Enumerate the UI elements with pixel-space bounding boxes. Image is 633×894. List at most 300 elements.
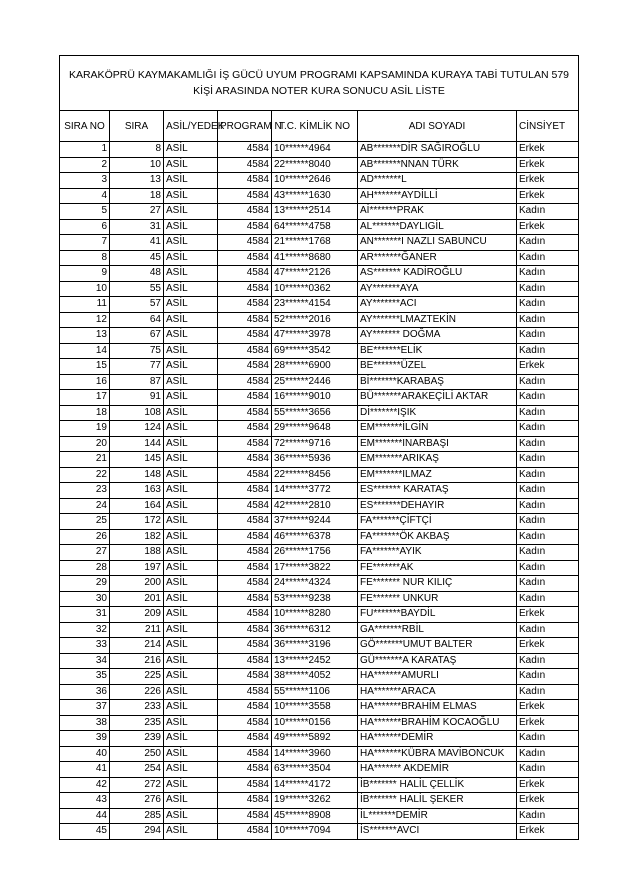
cell-program: 4584 <box>218 374 272 390</box>
table-row <box>60 281 579 297</box>
cell-asil-yedek: ASİL <box>164 653 218 669</box>
cell-adi-soyadi: EM*******INARBAŞI <box>358 436 517 452</box>
header-row <box>60 111 579 142</box>
cell-cinsiyet: Kadın <box>517 545 579 561</box>
cell-tc-kimlik: 10******0156 <box>272 715 358 731</box>
cell-asil-yedek: ASİL <box>164 607 218 623</box>
cell-sira: 239 <box>110 731 164 747</box>
cell-cinsiyet: Erkek <box>517 188 579 204</box>
cell-sira: 216 <box>110 653 164 669</box>
cell-adi-soyadi: HA*******KÜBRA MAVİBONCUK <box>358 746 517 762</box>
cell-sira: 172 <box>110 514 164 530</box>
cell-program: 4584 <box>218 731 272 747</box>
cell-sira: 163 <box>110 483 164 499</box>
cell-cinsiyet: Kadın <box>517 653 579 669</box>
cell-tc-kimlik: 52******2016 <box>272 312 358 328</box>
cell-adi-soyadi: AY*******LMAZTEKİN <box>358 312 517 328</box>
cell-sira: 45 <box>110 250 164 266</box>
table-row <box>60 390 579 406</box>
cell-program: 4584 <box>218 405 272 421</box>
cell-tc-kimlik: 13******2514 <box>272 204 358 220</box>
cell-tc-kimlik: 22******8040 <box>272 157 358 173</box>
cell-adi-soyadi: İL*******DEMİR <box>358 808 517 824</box>
cell-adi-soyadi: FA*******ÇİFTÇİ <box>358 514 517 530</box>
cell-cinsiyet: Kadın <box>517 390 579 406</box>
cell-tc-kimlik: 26******1756 <box>272 545 358 561</box>
cell-adi-soyadi: FE******* UNKUR <box>358 591 517 607</box>
cell-program: 4584 <box>218 591 272 607</box>
table-row <box>60 700 579 716</box>
table-row <box>60 731 579 747</box>
cell-adi-soyadi: HA*******ARACA <box>358 684 517 700</box>
cell-cinsiyet: Erkek <box>517 607 579 623</box>
cell-asil-yedek: ASİL <box>164 436 218 452</box>
cell-asil-yedek: ASİL <box>164 235 218 251</box>
cell-asil-yedek: ASİL <box>164 219 218 235</box>
cell-sira: 226 <box>110 684 164 700</box>
cell-tc-kimlik: 22******8456 <box>272 467 358 483</box>
cell-asil-yedek: ASİL <box>164 452 218 468</box>
cell-sira: 214 <box>110 638 164 654</box>
cell-adi-soyadi: İS*******AVCI <box>358 824 517 840</box>
table-row <box>60 793 579 809</box>
cell-tc-kimlik: 10******4964 <box>272 142 358 158</box>
cell-tc-kimlik: 21******1768 <box>272 235 358 251</box>
cell-sira: 250 <box>110 746 164 762</box>
table-row <box>60 436 579 452</box>
cell-adi-soyadi: Dİ*******IŞIK <box>358 405 517 421</box>
table-row <box>60 173 579 189</box>
cell-sira-no: 43 <box>60 793 110 809</box>
cell-tc-kimlik: 72******9716 <box>272 436 358 452</box>
cell-sira: 201 <box>110 591 164 607</box>
cell-cinsiyet: Erkek <box>517 824 579 840</box>
table-row <box>60 560 579 576</box>
table-row <box>60 514 579 530</box>
cell-cinsiyet: Kadın <box>517 343 579 359</box>
cell-cinsiyet: Kadın <box>517 374 579 390</box>
document-title: KARAKÖPRÜ KAYMAKAMLIĞI İŞ GÜCÜ UYUM PROGRAMI KAPSAMINDA KURAYA TABİ TUTULAN 579 KİŞİ ARASINDA NOTER KURA SONUCU ASİL LİSTE <box>60 56 579 111</box>
cell-sira-no: 35 <box>60 669 110 685</box>
cell-program: 4584 <box>218 250 272 266</box>
cell-cinsiyet: Kadın <box>517 808 579 824</box>
cell-cinsiyet: Erkek <box>517 793 579 809</box>
cell-program: 4584 <box>218 173 272 189</box>
table-row <box>60 607 579 623</box>
cell-sira: 235 <box>110 715 164 731</box>
cell-program: 4584 <box>218 266 272 282</box>
cell-sira-no: 17 <box>60 390 110 406</box>
cell-adi-soyadi: ES*******DEHAYIR <box>358 498 517 514</box>
cell-asil-yedek: ASİL <box>164 622 218 638</box>
cell-adi-soyadi: GA*******RBİL <box>358 622 517 638</box>
cell-asil-yedek: ASİL <box>164 405 218 421</box>
cell-sira-no: 10 <box>60 281 110 297</box>
cell-adi-soyadi: AL*******DAYLIGİL <box>358 219 517 235</box>
cell-cinsiyet: Kadın <box>517 328 579 344</box>
cell-program: 4584 <box>218 281 272 297</box>
cell-sira-no: 9 <box>60 266 110 282</box>
cell-program: 4584 <box>218 560 272 576</box>
cell-sira-no: 5 <box>60 204 110 220</box>
cell-sira-no: 20 <box>60 436 110 452</box>
cell-asil-yedek: ASİL <box>164 328 218 344</box>
cell-adi-soyadi: BÜ*******ARAKEÇİLİ AKTAR <box>358 390 517 406</box>
cell-cinsiyet: Kadın <box>517 281 579 297</box>
cell-adi-soyadi: AD*******L <box>358 173 517 189</box>
cell-cinsiyet: Kadın <box>517 684 579 700</box>
cell-sira-no: 19 <box>60 421 110 437</box>
cell-sira-no: 30 <box>60 591 110 607</box>
cell-adi-soyadi: HA******* AKDEMİR <box>358 762 517 778</box>
cell-asil-yedek: ASİL <box>164 142 218 158</box>
table-row <box>60 684 579 700</box>
cell-sira-no: 15 <box>60 359 110 375</box>
cell-adi-soyadi: AB*******NNAN TÜRK <box>358 157 517 173</box>
cell-program: 4584 <box>218 219 272 235</box>
table-row <box>60 266 579 282</box>
cell-tc-kimlik: 69******3542 <box>272 343 358 359</box>
cell-adi-soyadi: HA*******DEMİR <box>358 731 517 747</box>
cell-adi-soyadi: HA*******BRAHİM KOCAOĞLU <box>358 715 517 731</box>
cell-sira: 75 <box>110 343 164 359</box>
cell-tc-kimlik: 17******3822 <box>272 560 358 576</box>
table-row <box>60 204 579 220</box>
cell-program: 4584 <box>218 746 272 762</box>
cell-sira: 188 <box>110 545 164 561</box>
cell-sira: 108 <box>110 405 164 421</box>
table-row <box>60 653 579 669</box>
cell-sira: 164 <box>110 498 164 514</box>
table-row <box>60 467 579 483</box>
cell-cinsiyet: Kadın <box>517 591 579 607</box>
cell-adi-soyadi: ES******* KARATAŞ <box>358 483 517 499</box>
cell-tc-kimlik: 10******2646 <box>272 173 358 189</box>
cell-cinsiyet: Erkek <box>517 638 579 654</box>
cell-program: 4584 <box>218 421 272 437</box>
cell-asil-yedek: ASİL <box>164 638 218 654</box>
results-table <box>59 55 579 840</box>
cell-program: 4584 <box>218 514 272 530</box>
cell-program: 4584 <box>218 235 272 251</box>
table-row <box>60 405 579 421</box>
table-row <box>60 188 579 204</box>
cell-sira: 254 <box>110 762 164 778</box>
cell-tc-kimlik: 64******4758 <box>272 219 358 235</box>
cell-tc-kimlik: 37******9244 <box>272 514 358 530</box>
table-row <box>60 715 579 731</box>
cell-asil-yedek: ASİL <box>164 421 218 437</box>
cell-asil-yedek: ASİL <box>164 173 218 189</box>
cell-cinsiyet: Kadın <box>517 483 579 499</box>
cell-tc-kimlik: 47******2126 <box>272 266 358 282</box>
cell-adi-soyadi: AS******* KADİROĞLU <box>358 266 517 282</box>
table-row <box>60 374 579 390</box>
table-row <box>60 746 579 762</box>
cell-adi-soyadi: HA*******BRAHİM ELMAS <box>358 700 517 716</box>
table-row <box>60 545 579 561</box>
cell-sira-no: 16 <box>60 374 110 390</box>
cell-cinsiyet: Kadın <box>517 436 579 452</box>
cell-tc-kimlik: 49******5892 <box>272 731 358 747</box>
cell-tc-kimlik: 55******3656 <box>272 405 358 421</box>
cell-tc-kimlik: 63******3504 <box>272 762 358 778</box>
cell-adi-soyadi: HA*******AMURLI <box>358 669 517 685</box>
cell-sira: 10 <box>110 157 164 173</box>
cell-tc-kimlik: 38******4052 <box>272 669 358 685</box>
cell-tc-kimlik: 19******3262 <box>272 793 358 809</box>
cell-program: 4584 <box>218 808 272 824</box>
cell-tc-kimlik: 16******9010 <box>272 390 358 406</box>
cell-sira-no: 25 <box>60 514 110 530</box>
cell-program: 4584 <box>218 142 272 158</box>
cell-program: 4584 <box>218 436 272 452</box>
header-sira-no: SIRA NO <box>60 111 110 142</box>
cell-asil-yedek: ASİL <box>164 560 218 576</box>
cell-cinsiyet: Erkek <box>517 142 579 158</box>
cell-cinsiyet: Kadın <box>517 514 579 530</box>
cell-asil-yedek: ASİL <box>164 762 218 778</box>
cell-cinsiyet: Kadın <box>517 235 579 251</box>
cell-sira-no: 29 <box>60 576 110 592</box>
cell-adi-soyadi: FU*******BAYDİL <box>358 607 517 623</box>
cell-sira-no: 14 <box>60 343 110 359</box>
cell-tc-kimlik: 36******3196 <box>272 638 358 654</box>
cell-sira-no: 34 <box>60 653 110 669</box>
cell-sira: 57 <box>110 297 164 313</box>
cell-program: 4584 <box>218 793 272 809</box>
cell-sira: 77 <box>110 359 164 375</box>
cell-sira-no: 38 <box>60 715 110 731</box>
cell-sira-no: 45 <box>60 824 110 840</box>
cell-sira-no: 36 <box>60 684 110 700</box>
table-row <box>60 359 579 375</box>
cell-asil-yedek: ASİL <box>164 467 218 483</box>
cell-sira-no: 11 <box>60 297 110 313</box>
cell-sira-no: 22 <box>60 467 110 483</box>
cell-program: 4584 <box>218 622 272 638</box>
cell-sira: 8 <box>110 142 164 158</box>
cell-sira-no: 33 <box>60 638 110 654</box>
cell-tc-kimlik: 43******1630 <box>272 188 358 204</box>
table-row <box>60 421 579 437</box>
table-row <box>60 591 579 607</box>
cell-adi-soyadi: AB*******DİR SAĞIROĞLU <box>358 142 517 158</box>
table-row <box>60 157 579 173</box>
cell-program: 4584 <box>218 359 272 375</box>
cell-program: 4584 <box>218 669 272 685</box>
cell-adi-soyadi: EM*******İLGİN <box>358 421 517 437</box>
table-row <box>60 452 579 468</box>
cell-sira-no: 39 <box>60 731 110 747</box>
cell-sira: 276 <box>110 793 164 809</box>
cell-asil-yedek: ASİL <box>164 684 218 700</box>
cell-adi-soyadi: BE*******ÜZEL <box>358 359 517 375</box>
cell-cinsiyet: Kadın <box>517 250 579 266</box>
table-row <box>60 250 579 266</box>
cell-adi-soyadi: AR*******ĞANER <box>358 250 517 266</box>
cell-sira: 294 <box>110 824 164 840</box>
cell-adi-soyadi: İB******* HALİL ŞEKER <box>358 793 517 809</box>
cell-program: 4584 <box>218 498 272 514</box>
header-cinsiyet: CİNSİYET <box>517 111 579 142</box>
cell-program: 4584 <box>218 715 272 731</box>
cell-adi-soyadi: GÜ*******A KARATAŞ <box>358 653 517 669</box>
cell-sira: 48 <box>110 266 164 282</box>
cell-tc-kimlik: 13******2452 <box>272 653 358 669</box>
cell-program: 4584 <box>218 607 272 623</box>
cell-asil-yedek: ASİL <box>164 343 218 359</box>
cell-cinsiyet: Kadın <box>517 746 579 762</box>
cell-program: 4584 <box>218 157 272 173</box>
cell-sira-no: 31 <box>60 607 110 623</box>
cell-asil-yedek: ASİL <box>164 204 218 220</box>
cell-sira: 233 <box>110 700 164 716</box>
cell-adi-soyadi: AY******* DOĞMA <box>358 328 517 344</box>
cell-cinsiyet: Erkek <box>517 359 579 375</box>
table-row <box>60 669 579 685</box>
cell-adi-soyadi: AY*******ACI <box>358 297 517 313</box>
cell-asil-yedek: ASİL <box>164 746 218 762</box>
cell-tc-kimlik: 41******8680 <box>272 250 358 266</box>
cell-sira-no: 44 <box>60 808 110 824</box>
cell-asil-yedek: ASİL <box>164 157 218 173</box>
cell-tc-kimlik: 14******3772 <box>272 483 358 499</box>
cell-asil-yedek: ASİL <box>164 777 218 793</box>
cell-sira: 209 <box>110 607 164 623</box>
cell-asil-yedek: ASİL <box>164 545 218 561</box>
cell-sira: 13 <box>110 173 164 189</box>
cell-program: 4584 <box>218 700 272 716</box>
cell-tc-kimlik: 25******2446 <box>272 374 358 390</box>
cell-program: 4584 <box>218 684 272 700</box>
cell-tc-kimlik: 24******4324 <box>272 576 358 592</box>
cell-cinsiyet: Kadın <box>517 405 579 421</box>
cell-cinsiyet: Kadın <box>517 204 579 220</box>
table-row <box>60 808 579 824</box>
cell-asil-yedek: ASİL <box>164 498 218 514</box>
cell-sira-no: 8 <box>60 250 110 266</box>
table-row <box>60 312 579 328</box>
cell-cinsiyet: Kadın <box>517 498 579 514</box>
cell-sira: 272 <box>110 777 164 793</box>
table-row <box>60 622 579 638</box>
cell-sira: 67 <box>110 328 164 344</box>
cell-asil-yedek: ASİL <box>164 374 218 390</box>
cell-cinsiyet: Erkek <box>517 700 579 716</box>
header-tc-kimlik: T.C. KİMLİK NO <box>272 111 358 142</box>
cell-tc-kimlik: 47******3978 <box>272 328 358 344</box>
cell-sira: 18 <box>110 188 164 204</box>
cell-tc-kimlik: 10******8280 <box>272 607 358 623</box>
cell-asil-yedek: ASİL <box>164 188 218 204</box>
cell-asil-yedek: ASİL <box>164 808 218 824</box>
cell-asil-yedek: ASİL <box>164 359 218 375</box>
cell-adi-soyadi: AY*******AYA <box>358 281 517 297</box>
cell-tc-kimlik: 36******6312 <box>272 622 358 638</box>
cell-cinsiyet: Kadın <box>517 529 579 545</box>
header-adi-soyadi: ADI SOYADI <box>358 111 517 142</box>
cell-sira-no: 23 <box>60 483 110 499</box>
cell-program: 4584 <box>218 452 272 468</box>
cell-sira-no: 6 <box>60 219 110 235</box>
cell-sira: 27 <box>110 204 164 220</box>
cell-sira: 197 <box>110 560 164 576</box>
cell-program: 4584 <box>218 545 272 561</box>
cell-cinsiyet: Kadın <box>517 731 579 747</box>
cell-sira: 87 <box>110 374 164 390</box>
cell-asil-yedek: ASİL <box>164 793 218 809</box>
cell-program: 4584 <box>218 297 272 313</box>
cell-cinsiyet: Kadın <box>517 467 579 483</box>
table-row <box>60 483 579 499</box>
cell-tc-kimlik: 46******6378 <box>272 529 358 545</box>
cell-adi-soyadi: EM*******ARIKAŞ <box>358 452 517 468</box>
cell-asil-yedek: ASİL <box>164 824 218 840</box>
table-row <box>60 576 579 592</box>
cell-cinsiyet: Kadın <box>517 622 579 638</box>
cell-program: 4584 <box>218 777 272 793</box>
cell-sira: 55 <box>110 281 164 297</box>
table-row <box>60 328 579 344</box>
cell-sira-no: 21 <box>60 452 110 468</box>
header-sira: SIRA <box>110 111 164 142</box>
cell-program: 4584 <box>218 483 272 499</box>
table-row <box>60 343 579 359</box>
cell-sira-no: 12 <box>60 312 110 328</box>
table-row <box>60 142 579 158</box>
cell-tc-kimlik: 10******3558 <box>272 700 358 716</box>
cell-asil-yedek: ASİL <box>164 483 218 499</box>
cell-sira: 225 <box>110 669 164 685</box>
cell-sira-no: 3 <box>60 173 110 189</box>
cell-cinsiyet: Kadın <box>517 297 579 313</box>
cell-cinsiyet: Kadın <box>517 669 579 685</box>
cell-asil-yedek: ASİL <box>164 715 218 731</box>
cell-cinsiyet: Erkek <box>517 219 579 235</box>
cell-program: 4584 <box>218 638 272 654</box>
title-row <box>60 56 579 111</box>
cell-adi-soyadi: BE*******ELİK <box>358 343 517 359</box>
cell-program: 4584 <box>218 188 272 204</box>
cell-sira-no: 40 <box>60 746 110 762</box>
cell-asil-yedek: ASİL <box>164 731 218 747</box>
cell-program: 4584 <box>218 653 272 669</box>
table-row <box>60 498 579 514</box>
table-row <box>60 529 579 545</box>
cell-sira-no: 4 <box>60 188 110 204</box>
cell-sira: 200 <box>110 576 164 592</box>
table-row <box>60 824 579 840</box>
cell-tc-kimlik: 14******3960 <box>272 746 358 762</box>
cell-sira: 64 <box>110 312 164 328</box>
cell-program: 4584 <box>218 576 272 592</box>
cell-cinsiyet: Kadın <box>517 762 579 778</box>
cell-tc-kimlik: 10******0362 <box>272 281 358 297</box>
cell-cinsiyet: Kadın <box>517 266 579 282</box>
cell-program: 4584 <box>218 343 272 359</box>
cell-adi-soyadi: AN*******I NAZLI SABUNCU <box>358 235 517 251</box>
cell-sira-no: 27 <box>60 545 110 561</box>
cell-sira-no: 7 <box>60 235 110 251</box>
cell-asil-yedek: ASİL <box>164 576 218 592</box>
cell-asil-yedek: ASİL <box>164 669 218 685</box>
cell-sira-no: 2 <box>60 157 110 173</box>
cell-asil-yedek: ASİL <box>164 250 218 266</box>
cell-sira-no: 13 <box>60 328 110 344</box>
cell-adi-soyadi: FE*******AK <box>358 560 517 576</box>
table-row <box>60 297 579 313</box>
